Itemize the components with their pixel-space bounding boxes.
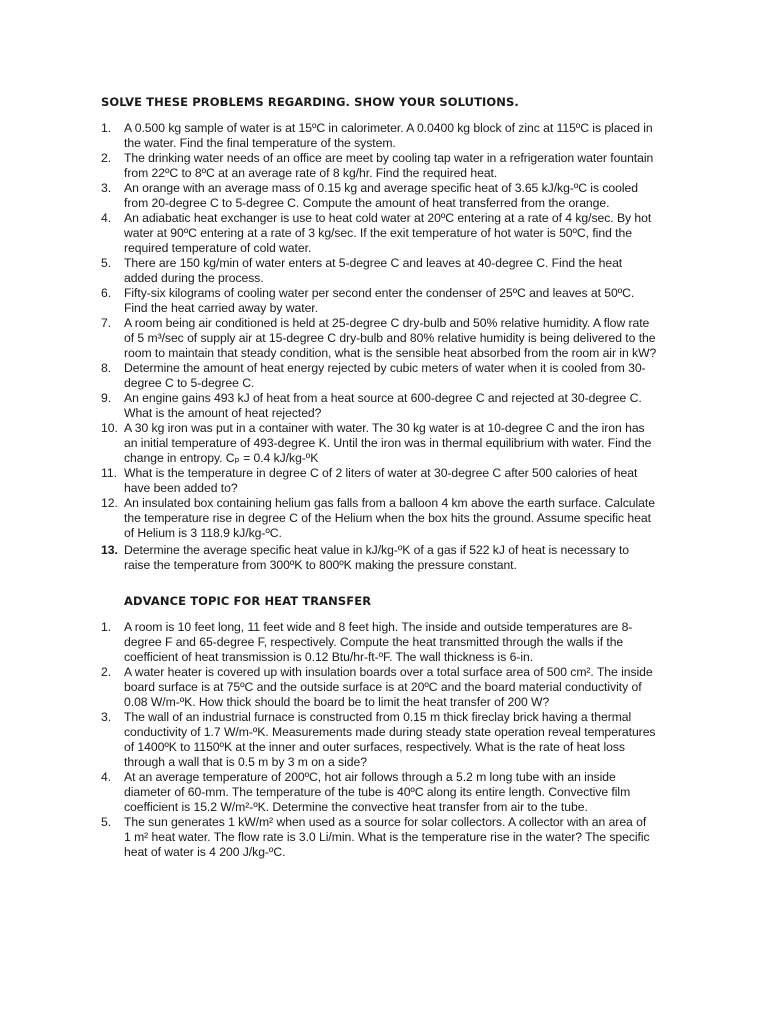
list-item — [0, 256, 768, 286]
item-text — [124, 421, 679, 466]
item-text — [124, 620, 679, 665]
item-text-line: Determine the average specific heat value in kJ/kg-ºK of a gas if 522 kJ of heat is necessary to — [124, 543, 630, 557]
list-item — [0, 815, 768, 860]
item-text-line: Determine the amount of heat energy rejected by cubic meters of water when it is cooled from 30- — [124, 361, 646, 375]
item-number: 8. — [101, 361, 112, 375]
list-item — [0, 211, 768, 256]
item-text-line: 1 m² heat water. The flow rate is 3.0 Li/min. What is the temperature rise in the water? The specific — [124, 830, 650, 844]
list-item — [0, 710, 768, 770]
item-number: 9. — [101, 391, 112, 405]
item-text-line: heat of water is 4 200 J/kg-ºC. — [124, 845, 286, 859]
list-item — [0, 316, 768, 361]
list-item — [0, 496, 768, 541]
item-number: 5. — [101, 815, 112, 829]
item-text-line: 0.08 W/m-ºK. How thick should the board be to limit the heat transfer of 200 W? — [124, 695, 550, 709]
section-heading-problems: SOLVE THESE PROBLEMS REGARDING. SHOW YOUR SOLUTIONS. — [101, 95, 519, 109]
item-text-line: of Helium is 3 118.9 kJ/kg-ºC. — [124, 526, 282, 540]
item-text — [124, 815, 679, 860]
item-text-line: What is the amount of heat rejected? — [124, 406, 322, 420]
item-text-line: added during the process. — [124, 271, 264, 285]
item-number: 2. — [101, 151, 112, 165]
item-text-line: raise the temperature from 300ºK to 800ºK making the pressure constant. — [124, 558, 517, 572]
item-text-line: from 20-degree C to 5-degree C. Compute the amount of heat transferred from the orange. — [124, 196, 610, 210]
list-item — [0, 121, 768, 151]
item-number: 1. — [101, 620, 112, 634]
item-number: 13. — [101, 543, 118, 557]
item-number: 7. — [101, 316, 112, 330]
item-text-line: A water heater is covered up with insulation boards over a total surface area of 500 cm². The inside — [124, 665, 653, 679]
item-number: 4. — [101, 770, 112, 784]
item-number: 2. — [101, 665, 112, 679]
item-text-line: Fifty-six kilograms of cooling water per second enter the condenser of 25ºC and leaves at 50ºC. — [124, 286, 635, 300]
item-number: 5. — [101, 256, 112, 270]
item-text-line: have been added to? — [124, 481, 238, 495]
item-text-line: change in entropy. Cₚ = 0.4 kJ/kg-ºK — [124, 451, 319, 465]
list-item — [0, 391, 768, 421]
item-text-line: required temperature of cold water. — [124, 241, 312, 255]
item-text-line: of 5 m³/sec of supply air at 15-degree C dry-bulb and 80% relative humidity is being delivered to the — [124, 331, 656, 345]
item-text-line: A 0.500 kg sample of water is at 15ºC in calorimeter. A 0.0400 kg block of zinc at 115ºC is placed in — [124, 121, 653, 135]
item-text-line: through a wall that is 0.5 m by 3 m on a side? — [124, 755, 367, 769]
item-text — [124, 361, 679, 391]
item-text — [124, 256, 679, 286]
item-text-line: A room is 10 feet long, 11 feet wide and 8 feet high. The inside and outside temperatures are 8- — [124, 620, 633, 634]
item-text — [124, 121, 679, 151]
item-text — [124, 496, 679, 541]
item-text — [124, 151, 679, 181]
item-text-line: At an average temperature of 200ºC, hot air follows through a 5.2 m long tube with an inside — [124, 770, 616, 784]
item-text-line: There are 150 kg/min of water enters at 5-degree C and leaves at 40-degree C. Find the heat — [124, 256, 623, 270]
item-number: 3. — [101, 710, 112, 724]
item-number: 11. — [101, 466, 118, 480]
item-text — [124, 286, 679, 316]
item-text-line: Find the heat carried away by water. — [124, 301, 318, 315]
item-text-line: the temperature rise in degree C of the Helium when the box hits the ground. Assume specific heat — [124, 511, 651, 525]
item-text-line: conductivity of 1.7 W/m-ºK. Measurements made during steady state operation reveal temperatures — [124, 725, 656, 739]
item-text-line: of 1400ºK to 1150ºK at the inner and outer surfaces, respectively. What is the rate of heat loss — [124, 740, 625, 754]
item-text-line: an initial temperature of 493-degree K. Until the iron was in thermal equilibrium with water. Find the — [124, 436, 652, 450]
item-text-line: coefficient of heat transmission is 0.12 Btu/hr-ft-ºF. The wall thickness is 6-in. — [124, 650, 534, 664]
item-text — [124, 466, 679, 496]
section-heading-advance-topic: ADVANCE TOPIC FOR HEAT TRANSFER — [124, 594, 372, 608]
item-text-line: An adiabatic heat exchanger is use to heat cold water at 20ºC entering at a rate of 4 kg/sec. By hot — [124, 211, 652, 225]
item-text-line: degree C to 5-degree C. — [124, 376, 255, 390]
item-text-line: board surface is at 75ºC and the outside surface is at 20ºC and the board material conductivity of — [124, 680, 642, 694]
list-item — [0, 466, 768, 496]
problem-list — [0, 121, 768, 573]
item-text-line: diameter of 60-mm. The temperature of the tube is 40ºC along its entire length. Convective film — [124, 785, 631, 799]
item-number: 1. — [101, 121, 112, 135]
item-text-line: An engine gains 493 kJ of heat from a heat source at 600-degree C and rejected at 30-degree C. — [124, 391, 642, 405]
item-text — [124, 316, 679, 361]
item-text — [124, 211, 679, 256]
item-text-line: The wall of an industrial furnace is constructed from 0.15 m thick fireclay brick having a thermal — [124, 710, 632, 724]
item-text-line: degree F and 65-degree F, respectively. Compute the heat transmitted through the walls if the — [124, 635, 624, 649]
item-number: 10. — [101, 421, 118, 435]
item-text-line: An insulated box containing helium gas falls from a balloon 4 km above the earth surface. Calculate — [124, 496, 655, 510]
item-text-line: The sun generates 1 kW/m² when used as a source for solar collectors. A collector with an area of — [124, 815, 647, 829]
item-text — [124, 543, 679, 573]
item-text-line: A room being air conditioned is held at 25-degree C dry-bulb and 50% relative humidity. A flow rate — [124, 316, 650, 330]
item-text — [124, 181, 679, 211]
advance-problem-list — [0, 620, 768, 860]
item-text-line: A 30 kg iron was put in a container with water. The 30 kg water is at 10-degree C and the iron has — [124, 421, 645, 435]
item-text-line: the water. Find the final temperature of the system. — [124, 136, 396, 150]
list-item — [0, 770, 768, 815]
item-text-line: room to maintain that steady condition, what is the sensible heat absorbed from the room air in kW? — [124, 346, 657, 360]
list-item — [0, 151, 768, 181]
list-item — [0, 620, 768, 665]
item-text — [124, 710, 679, 770]
list-item — [0, 421, 768, 466]
item-text — [124, 770, 679, 815]
list-item — [0, 286, 768, 316]
list-item — [0, 665, 768, 710]
item-text-line: coefficient is 15.2 W/m²-ºK. Determine the convective heat transfer from air to the tube. — [124, 800, 588, 814]
item-text-line: from 22ºC to 8ºC at an average rate of 8 kg/hr. Find the required heat. — [124, 166, 498, 180]
item-number: 4. — [101, 211, 112, 225]
item-number: 3. — [101, 181, 112, 195]
list-item — [0, 361, 768, 391]
list-item — [0, 181, 768, 211]
item-text-line: What is the temperature in degree C of 2 liters of water at 30-degree C after 500 calories of heat — [124, 466, 638, 480]
item-text — [124, 391, 679, 421]
item-text-line: An orange with an average mass of 0.15 kg and average specific heat of 3.65 kJ/kg-ºC is cooled — [124, 181, 638, 195]
item-text — [124, 665, 679, 710]
item-number: 6. — [101, 286, 112, 300]
item-text-line: The drinking water needs of an office are meet by cooling tap water in a refrigeration water fountain — [124, 151, 654, 165]
list-item — [0, 543, 768, 573]
item-number: 12. — [101, 496, 118, 510]
item-text-line: water at 90ºC entering at a rate of 3 kg/sec. If the exit temperature of hot water is 50ºC, find the — [124, 226, 632, 240]
